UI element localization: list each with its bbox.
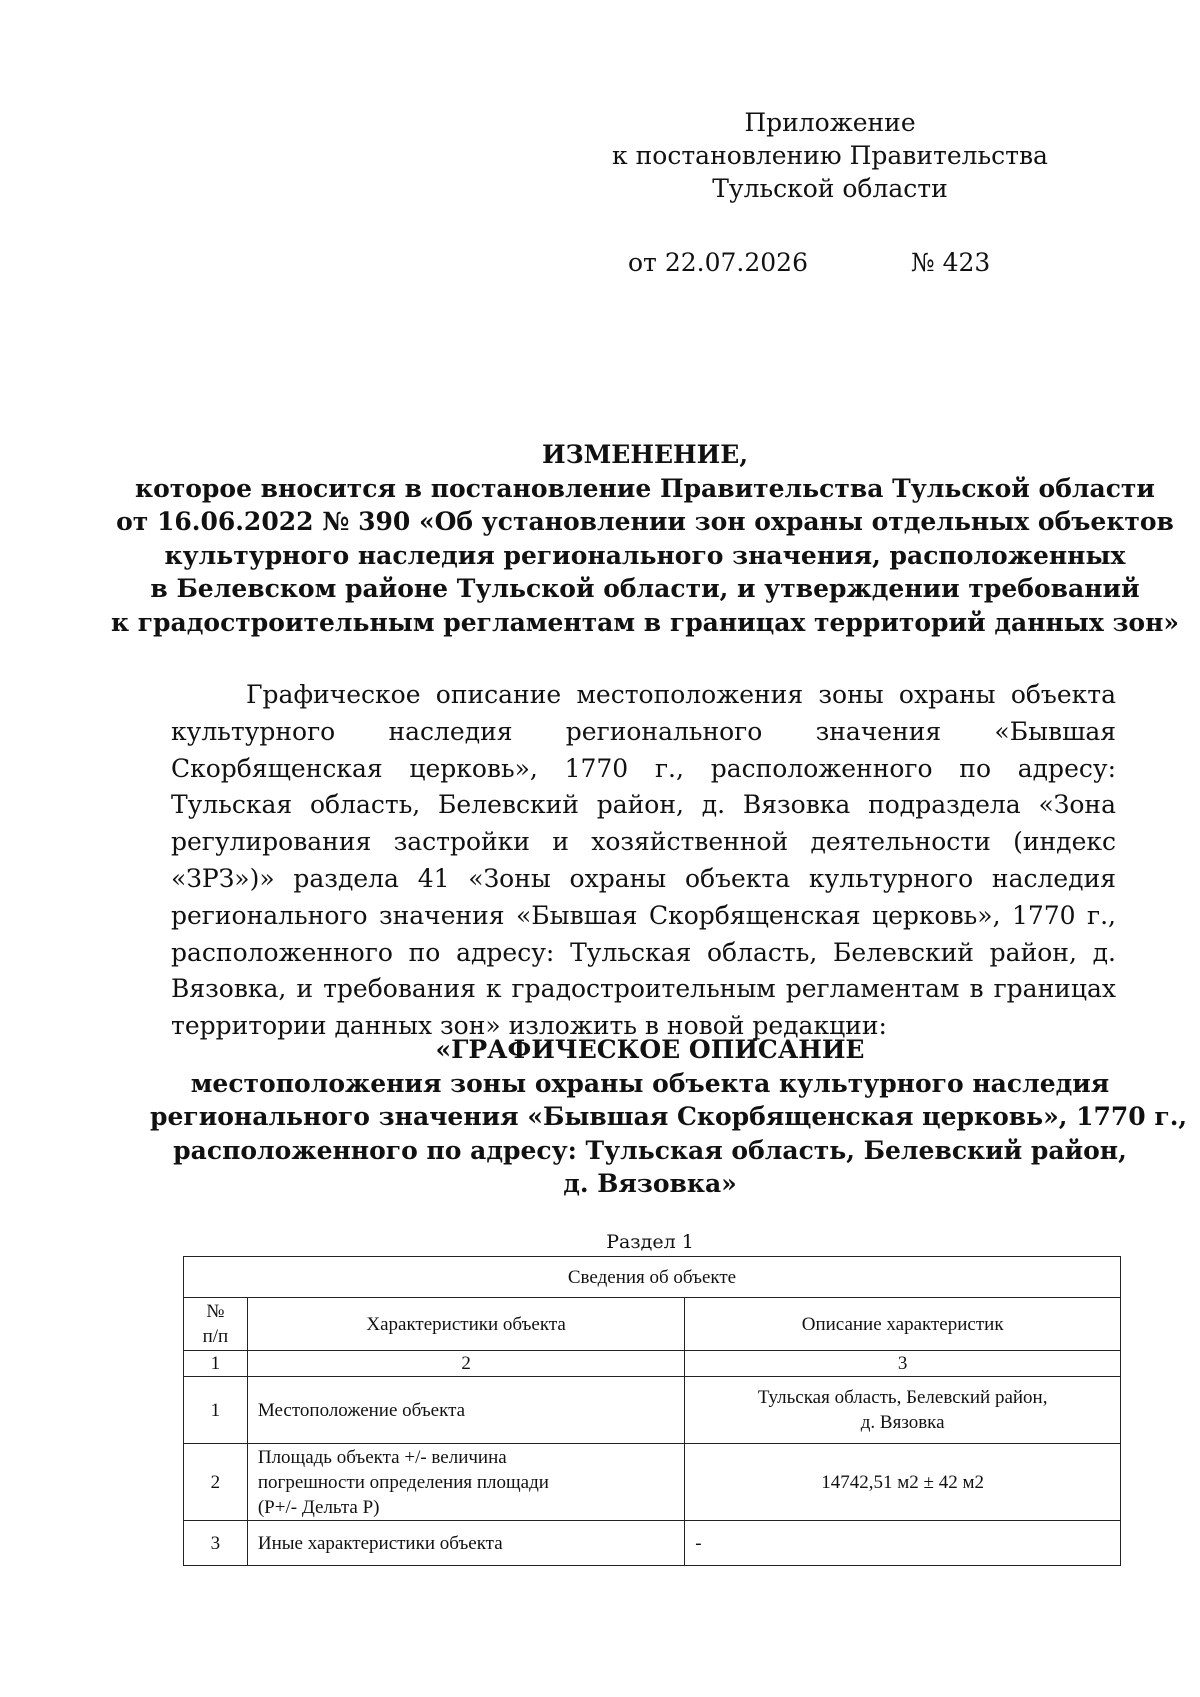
heading-line: от 16.06.2022 № 390 «Об установлении зон охраны отдельных объектов bbox=[116, 507, 1174, 536]
heading-line: которое вносится в постановление Правительства Тульской области bbox=[135, 473, 1155, 503]
decree-number: № 423 bbox=[911, 248, 991, 277]
header-characteristics: Характеристики объекта bbox=[247, 1298, 684, 1351]
heading-line: в Белевском районе Тульской области, и утверждении требований bbox=[150, 574, 1140, 603]
row-description-line: Тульская область, Белевский район, bbox=[757, 1387, 1048, 1408]
row-characteristic bbox=[247, 1444, 684, 1521]
row-description: 14742,51 м2 ± 42 м2 bbox=[685, 1444, 1121, 1521]
heading-line: ИЗМЕНЕНИЕ, bbox=[541, 440, 749, 469]
table-row bbox=[184, 1444, 1121, 1521]
table-caption-row bbox=[184, 1257, 1121, 1298]
row-number: 3 bbox=[184, 1521, 248, 1566]
column-number-row bbox=[184, 1351, 1121, 1377]
body-paragraph bbox=[171, 677, 1116, 1045]
column-number: 1 bbox=[184, 1351, 248, 1377]
table-row bbox=[184, 1521, 1121, 1566]
row-number: 1 bbox=[184, 1377, 248, 1444]
appendix-line: Приложение bbox=[744, 108, 916, 137]
row-description bbox=[685, 1377, 1121, 1444]
decree-date: от 22.07.2026 bbox=[628, 248, 808, 277]
body-paragraph-text: Графическое описание местоположения зоны охраны объекта культурного наследия регионального значения «Бывшая Скорбященская церковь», 1770 г., расположенного по адресу: Тульская область, Белевский район, д. Вязовка подраздела «Зона регулирования застройки и хозяйственной деятельности (индекс «ЗРЗ»)» раздела 41 «Зоны охраны объекта культурного наследия регионального значения «Бывшая Скорбященская церковь», 1770 г., расположенного по адресу: Тульская область, Белевский район, д. Вязовка, и требования к градостроительным регламентам в границах территории данных зон» изложить в новой редакции: bbox=[171, 680, 1116, 1041]
header-num-line: п/п bbox=[202, 1326, 229, 1347]
row-characteristic: Местоположение объекта bbox=[247, 1377, 684, 1444]
document-heading bbox=[90, 438, 1200, 639]
table-row bbox=[184, 1377, 1121, 1444]
row-description: - bbox=[685, 1521, 1121, 1566]
header-num-line: № bbox=[206, 1301, 225, 1322]
row-characteristic-line: (Р+/- Дельта Р) bbox=[257, 1496, 380, 1518]
graphic-heading-line: расположенного по адресу: Тульская область, Белевский район, bbox=[173, 1135, 1127, 1165]
heading-line: к градостроительным регламентам в границах территорий данных зон» bbox=[110, 607, 1180, 637]
object-info-table bbox=[183, 1256, 1121, 1566]
graphic-heading-line: регионального значения «Бывшая Скорбященская церковь», 1770 г., bbox=[150, 1102, 1188, 1131]
graphic-heading-line: местоположения зоны охраны объекта культурного наследия bbox=[190, 1068, 1110, 1098]
header-num bbox=[184, 1298, 248, 1351]
column-number: 2 bbox=[247, 1351, 684, 1377]
row-characteristic: Иные характеристики объекта bbox=[247, 1521, 684, 1566]
table-header-row bbox=[184, 1298, 1121, 1351]
graphic-heading-line: д. Вязовка» bbox=[563, 1169, 737, 1198]
graphic-description-heading bbox=[150, 1033, 1188, 1201]
appendix-block bbox=[600, 106, 1060, 205]
row-characteristic-line: Площадь объекта +/- величина bbox=[257, 1446, 507, 1468]
graphic-heading-line: «ГРАФИЧЕСКОЕ ОПИСАНИЕ bbox=[435, 1035, 865, 1064]
heading-line: культурного наследия регионального значения, расположенных bbox=[164, 540, 1126, 570]
appendix-line: к постановлению Правительства bbox=[612, 141, 1048, 170]
appendix-line: Тульской области bbox=[712, 174, 948, 203]
row-characteristic-line: погрешности определения площади bbox=[257, 1471, 549, 1493]
row-description-line: д. Вязовка bbox=[860, 1412, 945, 1433]
section-label: Раздел 1 bbox=[606, 1231, 694, 1253]
row-number: 2 bbox=[184, 1444, 248, 1521]
header-description: Описание характеристик bbox=[685, 1298, 1121, 1351]
table-caption: Сведения об объекте bbox=[184, 1257, 1121, 1298]
column-number: 3 bbox=[685, 1351, 1121, 1377]
